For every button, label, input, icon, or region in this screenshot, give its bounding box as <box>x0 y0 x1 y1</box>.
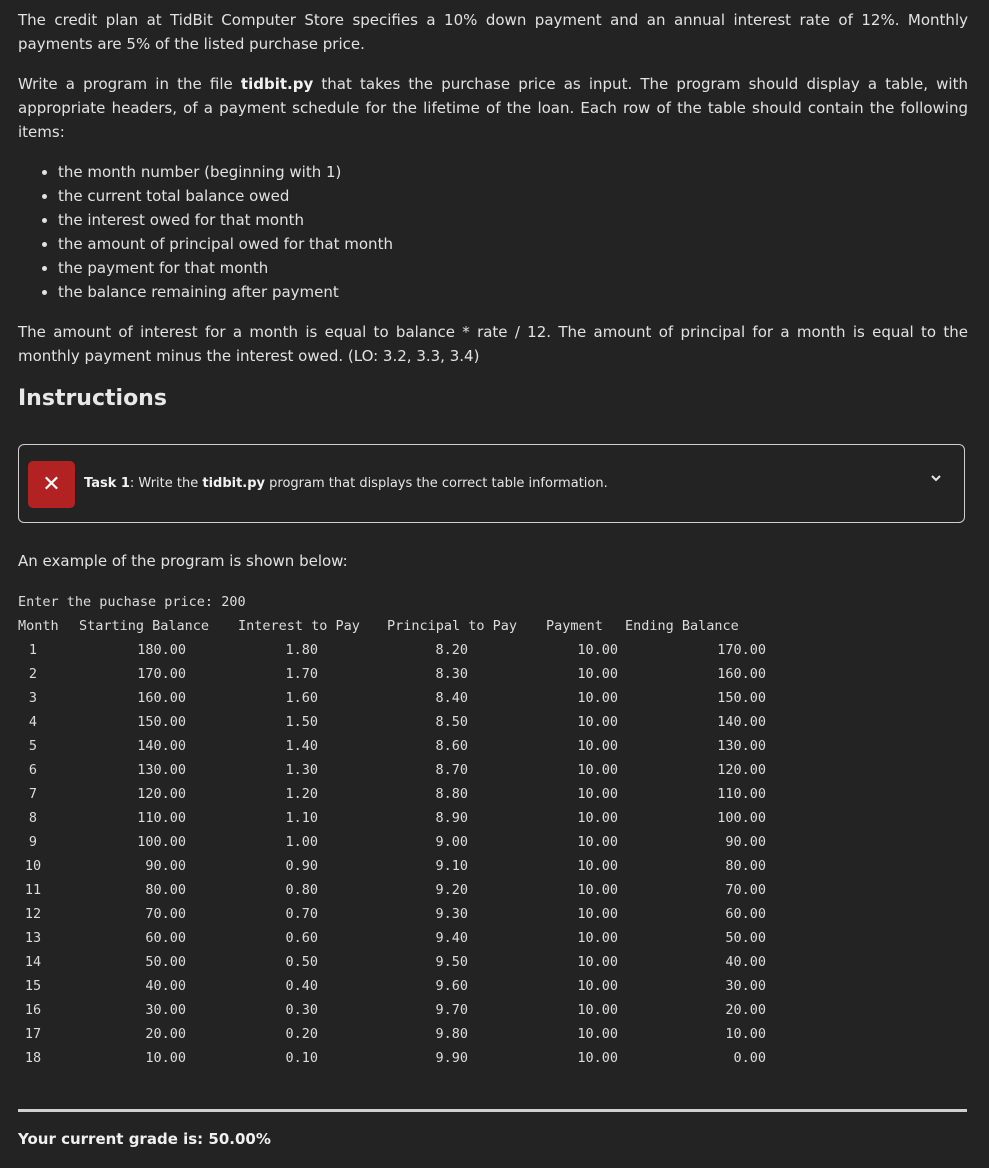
cell-ending-balance: 140.00 <box>717 714 766 730</box>
cell-payment: 10.00 <box>577 738 618 754</box>
cell-ending-balance: 70.00 <box>725 882 766 898</box>
p2-text-b: that takes the purchase price as input. The program should display a table, with appropriate headers, of a payment schedule for the lifetime of the loan. Each row of the table should contain the following items: <box>18 75 968 141</box>
cell-principal: 9.70 <box>435 1002 468 1018</box>
p2-filename: tidbit.py <box>240 75 314 93</box>
cell-ending-balance: 80.00 <box>725 858 766 874</box>
cell-ending-balance: 130.00 <box>717 738 766 754</box>
cell-interest: 1.40 <box>285 738 318 754</box>
cell-ending-balance: 110.00 <box>717 786 766 802</box>
cell-interest: 1.00 <box>285 834 318 850</box>
cell-month: 7 <box>28 786 38 802</box>
requirements-list <box>40 160 393 304</box>
cell-ending-balance: 50.00 <box>725 930 766 946</box>
header-month: Month <box>18 618 59 634</box>
table-header <box>18 614 778 638</box>
task-label-file: tidbit.py <box>202 476 266 491</box>
cell-ending-balance: 120.00 <box>717 762 766 778</box>
cell-month: 3 <box>28 690 38 706</box>
table-row <box>18 998 778 1022</box>
table-row <box>18 902 778 926</box>
cell-principal: 8.20 <box>435 642 468 658</box>
cell-starting-balance: 90.00 <box>145 858 186 874</box>
cell-starting-balance: 30.00 <box>145 1002 186 1018</box>
cell-starting-balance: 120.00 <box>137 786 186 802</box>
cell-ending-balance: 170.00 <box>717 642 766 658</box>
cell-principal: 9.20 <box>435 882 468 898</box>
table-row <box>18 1046 778 1070</box>
header-payment: Payment <box>546 618 603 634</box>
cell-month: 2 <box>28 666 38 682</box>
cell-month: 12 <box>24 906 42 922</box>
cell-ending-balance: 90.00 <box>725 834 766 850</box>
cell-principal: 8.90 <box>435 810 468 826</box>
cell-payment: 10.00 <box>577 762 618 778</box>
task-1-label <box>84 476 608 491</box>
header-principal: Principal to Pay <box>387 618 518 634</box>
cell-starting-balance: 170.00 <box>137 666 186 682</box>
list-item: • the current total balance owed <box>58 184 393 208</box>
cell-starting-balance: 20.00 <box>145 1026 186 1042</box>
cell-principal: 9.60 <box>435 978 468 994</box>
cell-principal: 9.40 <box>435 930 468 946</box>
cell-interest: 0.30 <box>285 1002 318 1018</box>
cell-interest: 0.80 <box>285 882 318 898</box>
task-1-card[interactable] <box>18 444 965 523</box>
intro-paragraph-3: The amount of interest for a month is equal to balance * rate / 12. The amount of principal for a month is equal to the monthly payment minus the interest owed. (LO: 3.2, 3.3, 3.4) <box>18 323 968 365</box>
cell-starting-balance: 160.00 <box>137 690 186 706</box>
cell-payment: 10.00 <box>577 1002 618 1018</box>
cell-month: 5 <box>28 738 38 754</box>
cell-principal: 8.60 <box>435 738 468 754</box>
list-item: • the balance remaining after payment <box>58 280 393 304</box>
cell-interest: 1.60 <box>285 690 318 706</box>
cell-ending-balance: 10.00 <box>725 1026 766 1042</box>
header-starting-balance: Starting Balance <box>79 618 210 634</box>
instructions-heading: Instructions <box>18 386 167 411</box>
table-row <box>18 926 778 950</box>
header-ending-balance: Ending Balance <box>625 618 739 634</box>
cell-month: 10 <box>24 858 42 874</box>
list-item: • the interest owed for that month <box>58 208 393 232</box>
cell-starting-balance: 180.00 <box>137 642 186 658</box>
cell-payment: 10.00 <box>577 858 618 874</box>
cell-interest: 1.30 <box>285 762 318 778</box>
cell-payment: 10.00 <box>577 954 618 970</box>
cell-month: 4 <box>28 714 38 730</box>
cell-month: 9 <box>28 834 38 850</box>
table-row <box>18 830 778 854</box>
cell-starting-balance: 40.00 <box>145 978 186 994</box>
cell-payment: 10.00 <box>577 930 618 946</box>
cell-principal: 8.70 <box>435 762 468 778</box>
cell-payment: 10.00 <box>577 1050 618 1066</box>
divider <box>18 1109 967 1112</box>
grade-text: Your current grade is: 50.00% <box>18 1130 271 1148</box>
cell-starting-balance: 70.00 <box>145 906 186 922</box>
table-row <box>18 662 778 686</box>
table-row <box>18 638 778 662</box>
table-row <box>18 806 778 830</box>
cell-interest: 0.90 <box>285 858 318 874</box>
cell-interest: 0.40 <box>285 978 318 994</box>
cell-month: 11 <box>24 882 42 898</box>
cell-interest: 0.70 <box>285 906 318 922</box>
cell-principal: 9.50 <box>435 954 468 970</box>
example-intro: An example of the program is shown below: <box>18 552 348 570</box>
cell-ending-balance: 0.00 <box>733 1050 766 1066</box>
table-row <box>18 758 778 782</box>
cell-interest: 0.60 <box>285 930 318 946</box>
cell-payment: 10.00 <box>577 906 618 922</box>
intro-paragraph-2 <box>18 72 968 144</box>
cell-principal: 8.80 <box>435 786 468 802</box>
cell-starting-balance: 150.00 <box>137 714 186 730</box>
cell-payment: 10.00 <box>577 642 618 658</box>
cell-principal: 8.40 <box>435 690 468 706</box>
cell-principal: 9.90 <box>435 1050 468 1066</box>
cell-month: 16 <box>24 1002 42 1018</box>
cell-ending-balance: 60.00 <box>725 906 766 922</box>
cell-payment: 10.00 <box>577 810 618 826</box>
cell-interest: 1.20 <box>285 786 318 802</box>
task-label-bold: Task 1 <box>84 476 130 491</box>
cell-payment: 10.00 <box>577 834 618 850</box>
cell-month: 14 <box>24 954 42 970</box>
cell-month: 8 <box>28 810 38 826</box>
header-interest: Interest to Pay <box>238 618 360 634</box>
cell-starting-balance: 10.00 <box>145 1050 186 1066</box>
cell-month: 17 <box>24 1026 42 1042</box>
cell-principal: 9.30 <box>435 906 468 922</box>
cell-payment: 10.00 <box>577 882 618 898</box>
p2-text-a: Write a program in the file <box>18 75 241 93</box>
cell-interest: 1.10 <box>285 810 318 826</box>
cell-month: 6 <box>28 762 38 778</box>
cell-interest: 1.70 <box>285 666 318 682</box>
cell-month: 18 <box>24 1050 42 1066</box>
table-row <box>18 734 778 758</box>
cell-principal: 9.10 <box>435 858 468 874</box>
cell-payment: 10.00 <box>577 786 618 802</box>
cell-ending-balance: 160.00 <box>717 666 766 682</box>
cell-interest: 1.50 <box>285 714 318 730</box>
cell-payment: 10.00 <box>577 978 618 994</box>
task-label-end: program that displays the correct table information. <box>265 476 608 491</box>
cell-starting-balance: 140.00 <box>137 738 186 754</box>
cell-payment: 10.00 <box>577 1026 618 1042</box>
list-item: • the payment for that month <box>58 256 393 280</box>
cell-starting-balance: 110.00 <box>137 810 186 826</box>
cell-payment: 10.00 <box>577 690 618 706</box>
cell-starting-balance: 100.00 <box>137 834 186 850</box>
cell-ending-balance: 150.00 <box>717 690 766 706</box>
intro-paragraph-1: The credit plan at TidBit Computer Store specifies a 10% down payment and an annual interest rate of 12%. Monthly payments are 5% of the listed purchase price. <box>18 11 968 53</box>
cell-payment: 10.00 <box>577 714 618 730</box>
cell-principal: 9.00 <box>435 834 468 850</box>
cell-interest: 0.20 <box>285 1026 318 1042</box>
task-label-mid: : Write the <box>129 476 203 491</box>
cell-principal: 9.80 <box>435 1026 468 1042</box>
cell-principal: 8.50 <box>435 714 468 730</box>
cell-month: 1 <box>28 642 38 658</box>
cell-starting-balance: 50.00 <box>145 954 186 970</box>
cell-month: 13 <box>24 930 42 946</box>
cell-interest: 0.50 <box>285 954 318 970</box>
cell-ending-balance: 20.00 <box>725 1002 766 1018</box>
cell-month: 15 <box>24 978 42 994</box>
table-row <box>18 710 778 734</box>
cell-interest: 1.80 <box>285 642 318 658</box>
cell-ending-balance: 30.00 <box>725 978 766 994</box>
table-row <box>18 974 778 998</box>
table-row <box>18 782 778 806</box>
table-row <box>18 854 778 878</box>
close-icon: ✕ <box>28 461 75 508</box>
cell-ending-balance: 100.00 <box>717 810 766 826</box>
list-item: • the month number (beginning with 1) <box>58 160 393 184</box>
table-row <box>18 950 778 974</box>
cell-starting-balance: 130.00 <box>137 762 186 778</box>
cell-starting-balance: 60.00 <box>145 930 186 946</box>
program-prompt: Enter the puchase price: 200 <box>18 594 246 610</box>
table-body <box>18 638 778 1070</box>
cell-interest: 0.10 <box>285 1050 318 1066</box>
cell-principal: 8.30 <box>435 666 468 682</box>
table-row <box>18 1022 778 1046</box>
chevron-down-icon[interactable] <box>930 472 942 488</box>
cell-starting-balance: 80.00 <box>145 882 186 898</box>
list-item: • the amount of principal owed for that month <box>58 232 393 256</box>
cell-payment: 10.00 <box>577 666 618 682</box>
cell-ending-balance: 40.00 <box>725 954 766 970</box>
table-row <box>18 878 778 902</box>
table-row <box>18 686 778 710</box>
